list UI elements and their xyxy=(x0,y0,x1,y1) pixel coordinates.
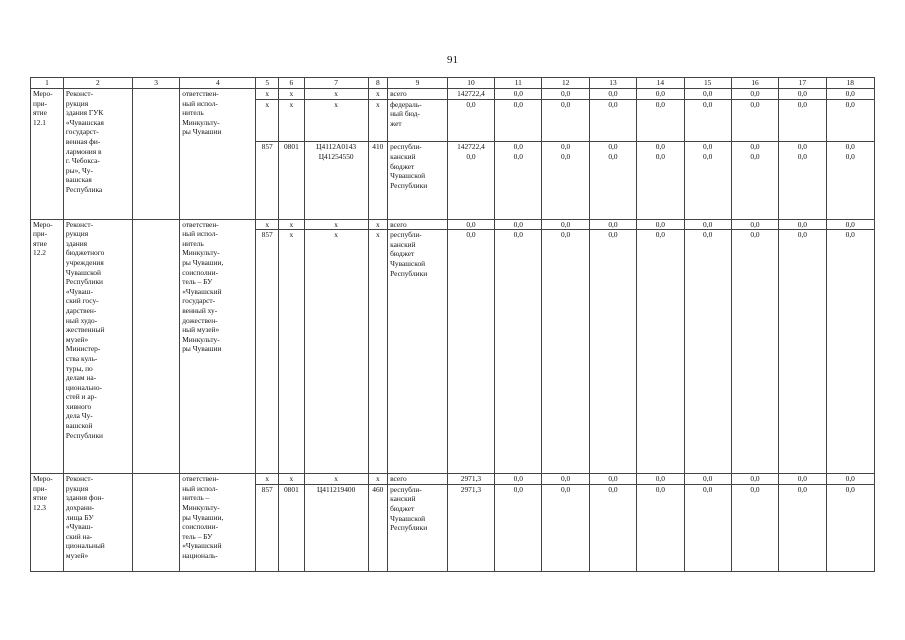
amount-cell: 0,0 xyxy=(495,99,542,141)
funding-source-cell: республи- канский бюджет Чувашской Республики xyxy=(388,484,448,571)
amount-cell: 0,0 xyxy=(542,152,589,219)
column-header: 11 xyxy=(495,78,542,89)
amount-cell: 0,0 xyxy=(637,230,684,474)
amount-cell: 2971,3 xyxy=(447,484,494,571)
amount-cell: 0,0 xyxy=(684,152,731,219)
amount-cell: 0,0 xyxy=(731,474,778,485)
amount-cell: 0,0 xyxy=(589,99,636,141)
amount-cell: 0,0 xyxy=(495,219,542,230)
event-name-cell: Реконст- рукция здания бюджетного учреждения Чувашской Республики «Чуваш- ский госу- дарствен- ный худо- жественный музей» Министер- ства куль- туры, по делам на- ционально- стей и ар- хивного дела Чу- вашской Республики xyxy=(63,219,132,474)
code-cell-c5: 857 xyxy=(256,230,279,474)
executor-cell: ответствен- ный испол- нитель – Минкульту- ры Чувашии, соисполни- тель – БУ «Чувашский националь- xyxy=(180,474,256,572)
code-cell-c5: x xyxy=(256,474,279,485)
amount-cell: 142722,4 xyxy=(447,141,494,152)
code-cell-c7: x xyxy=(304,474,368,485)
amount-cell: 0,0 xyxy=(589,141,636,152)
amount-cell: 0,0 xyxy=(637,99,684,141)
column-header: 1 xyxy=(31,78,64,89)
code-cell-c6: x xyxy=(279,230,305,474)
amount-cell: 0,0 xyxy=(779,141,826,152)
funding-source-cell: канский бюджет Чувашской Республики xyxy=(388,152,448,219)
code-cell-c8 xyxy=(368,152,388,219)
event-number-cell: Меро- при- ятие 12.1 xyxy=(31,89,64,220)
event-number-cell: Меро- при- ятие 12.2 xyxy=(31,219,64,474)
amount-cell: 0,0 xyxy=(589,484,636,571)
funding-source-cell: республи- канский бюджет Чувашской Республики xyxy=(388,230,448,474)
code-cell-c5: x xyxy=(256,219,279,230)
amount-cell: 0,0 xyxy=(731,141,778,152)
amount-cell: 142722,4 xyxy=(447,89,494,100)
amount-cell: 0,0 xyxy=(731,219,778,230)
page-number: 91 xyxy=(447,54,458,66)
amount-cell: 0,0 xyxy=(495,484,542,571)
amount-cell: 0,0 xyxy=(731,89,778,100)
code-cell-c5: x xyxy=(256,99,279,141)
amount-cell: 0,0 xyxy=(637,219,684,230)
amount-cell: 0,0 xyxy=(495,89,542,100)
amount-cell: 0,0 xyxy=(542,230,589,474)
amount-cell: 0,0 xyxy=(447,230,494,474)
code-cell-c6: x xyxy=(279,89,305,100)
amount-cell: 0,0 xyxy=(495,474,542,485)
amount-cell: 0,0 xyxy=(447,219,494,230)
amount-cell: 2971,3 xyxy=(447,474,494,485)
table-row xyxy=(31,219,875,230)
amount-cell: 0,0 xyxy=(637,141,684,152)
column-header: 4 xyxy=(180,78,256,89)
amount-cell: 0,0 xyxy=(589,474,636,485)
code-cell-c7: Ц4112A0143 xyxy=(304,141,368,152)
code-cell-c7: x xyxy=(304,230,368,474)
amount-cell: 0,0 xyxy=(826,219,874,230)
code-cell-c5: x xyxy=(256,89,279,100)
amount-cell: 0,0 xyxy=(684,474,731,485)
executor-cell: ответствен- ный испол- нитель Минкульту- ры Чувашии, соисполни- тель – БУ «Чувашский государст- венный ху- дожествен- ный музей» Минкульту- ры Чувашии xyxy=(180,219,256,474)
amount-cell: 0,0 xyxy=(826,141,874,152)
code-cell-c5: 857 xyxy=(256,484,279,571)
code-cell-c8: x xyxy=(368,230,388,474)
amount-cell: 0,0 xyxy=(826,89,874,100)
event-name-cell: Реконст- рукция здания фон- дохрани- лища БУ «Чуваш- ский на- циональный музей» xyxy=(63,474,132,572)
amount-cell: 0,0 xyxy=(589,230,636,474)
amount-cell: 0,0 xyxy=(731,99,778,141)
amount-cell: 0,0 xyxy=(826,230,874,474)
amount-cell: 0,0 xyxy=(542,219,589,230)
event-number-cell: Меро- при- ятие 12.3 xyxy=(31,474,64,572)
column-header: 12 xyxy=(542,78,589,89)
amount-cell: 0,0 xyxy=(542,89,589,100)
funding-source-cell: федераль- ный бюд- жет xyxy=(388,99,448,141)
amount-cell: 0,0 xyxy=(684,219,731,230)
column-header: 13 xyxy=(589,78,636,89)
amount-cell: 0,0 xyxy=(826,474,874,485)
code-cell-c5: 857 xyxy=(256,141,279,152)
amount-cell: 0,0 xyxy=(779,152,826,219)
amount-cell: 0,0 xyxy=(589,152,636,219)
empty-cell xyxy=(132,474,179,572)
header-row xyxy=(31,78,875,89)
amount-cell: 0,0 xyxy=(542,99,589,141)
table-row xyxy=(31,89,875,100)
amount-cell: 0,0 xyxy=(779,99,826,141)
amount-cell: 0,0 xyxy=(542,474,589,485)
code-cell-c7: Ц41254550 xyxy=(304,152,368,219)
amount-cell: 0,0 xyxy=(637,152,684,219)
amount-cell: 0,0 xyxy=(826,99,874,141)
empty-cell xyxy=(132,219,179,474)
amount-cell: 0,0 xyxy=(779,219,826,230)
amount-cell: 0,0 xyxy=(495,141,542,152)
code-cell-c7: x xyxy=(304,219,368,230)
code-cell-c8: 410 xyxy=(368,141,388,152)
funding-source-cell: всего xyxy=(388,89,448,100)
code-cell-c8: x xyxy=(368,219,388,230)
amount-cell: 0,0 xyxy=(779,484,826,571)
event-name-cell: Реконст- рукция здания ГУК «Чувашская государст- венная фи- лармония в г. Чебокса- ры», Чу- вашская Республика xyxy=(63,89,132,220)
executor-cell: ответствен- ный испол- нитель Минкульту- ры Чувашии xyxy=(180,89,256,220)
code-cell-c6: 0801 xyxy=(279,141,305,152)
amount-cell: 0,0 xyxy=(637,89,684,100)
amount-cell: 0,0 xyxy=(779,230,826,474)
amount-cell: 0,0 xyxy=(779,474,826,485)
column-header: 16 xyxy=(731,78,778,89)
column-header: 14 xyxy=(637,78,684,89)
column-header: 9 xyxy=(388,78,448,89)
column-header: 10 xyxy=(447,78,494,89)
column-header: 8 xyxy=(368,78,388,89)
column-header: 17 xyxy=(779,78,826,89)
amount-cell: 0,0 xyxy=(826,152,874,219)
amount-cell: 0,0 xyxy=(779,89,826,100)
amount-cell: 0,0 xyxy=(637,474,684,485)
amount-cell: 0,0 xyxy=(542,141,589,152)
amount-cell: 0,0 xyxy=(731,152,778,219)
code-cell-c7: Ц411219400 xyxy=(304,484,368,571)
amount-cell: 0,0 xyxy=(447,152,494,219)
table-row xyxy=(31,474,875,485)
code-cell-c8: x xyxy=(368,474,388,485)
budget-table xyxy=(30,77,875,572)
amount-cell: 0,0 xyxy=(731,230,778,474)
amount-cell: 0,0 xyxy=(684,141,731,152)
amount-cell: 0,0 xyxy=(542,484,589,571)
amount-cell: 0,0 xyxy=(684,99,731,141)
code-cell-c6: x xyxy=(279,219,305,230)
column-header: 15 xyxy=(684,78,731,89)
amount-cell: 0,0 xyxy=(684,89,731,100)
column-header: 2 xyxy=(63,78,132,89)
amount-cell: 0,0 xyxy=(731,484,778,571)
code-cell-c8: x xyxy=(368,99,388,141)
code-cell-c6: x xyxy=(279,474,305,485)
code-cell-c5 xyxy=(256,152,279,219)
column-header: 18 xyxy=(826,78,874,89)
funding-source-cell: всего xyxy=(388,219,448,230)
amount-cell: 0,0 xyxy=(447,99,494,141)
amount-cell: 0,0 xyxy=(637,484,684,571)
code-cell-c8: 460 xyxy=(368,484,388,571)
amount-cell: 0,0 xyxy=(589,219,636,230)
code-cell-c7: x xyxy=(304,89,368,100)
code-cell-c6 xyxy=(279,152,305,219)
amount-cell: 0,0 xyxy=(495,230,542,474)
amount-cell: 0,0 xyxy=(684,484,731,571)
code-cell-c6: 0801 xyxy=(279,484,305,571)
funding-source-cell: всего xyxy=(388,474,448,485)
amount-cell: 0,0 xyxy=(826,484,874,571)
empty-cell xyxy=(132,89,179,220)
amount-cell: 0,0 xyxy=(684,230,731,474)
column-header: 6 xyxy=(279,78,305,89)
code-cell-c8: x xyxy=(368,89,388,100)
funding-source-cell: республи- xyxy=(388,141,448,152)
code-cell-c7: x xyxy=(304,99,368,141)
code-cell-c6: x xyxy=(279,99,305,141)
column-header: 3 xyxy=(132,78,179,89)
column-header: 7 xyxy=(304,78,368,89)
column-header: 5 xyxy=(256,78,279,89)
amount-cell: 0,0 xyxy=(589,89,636,100)
amount-cell: 0,0 xyxy=(495,152,542,219)
